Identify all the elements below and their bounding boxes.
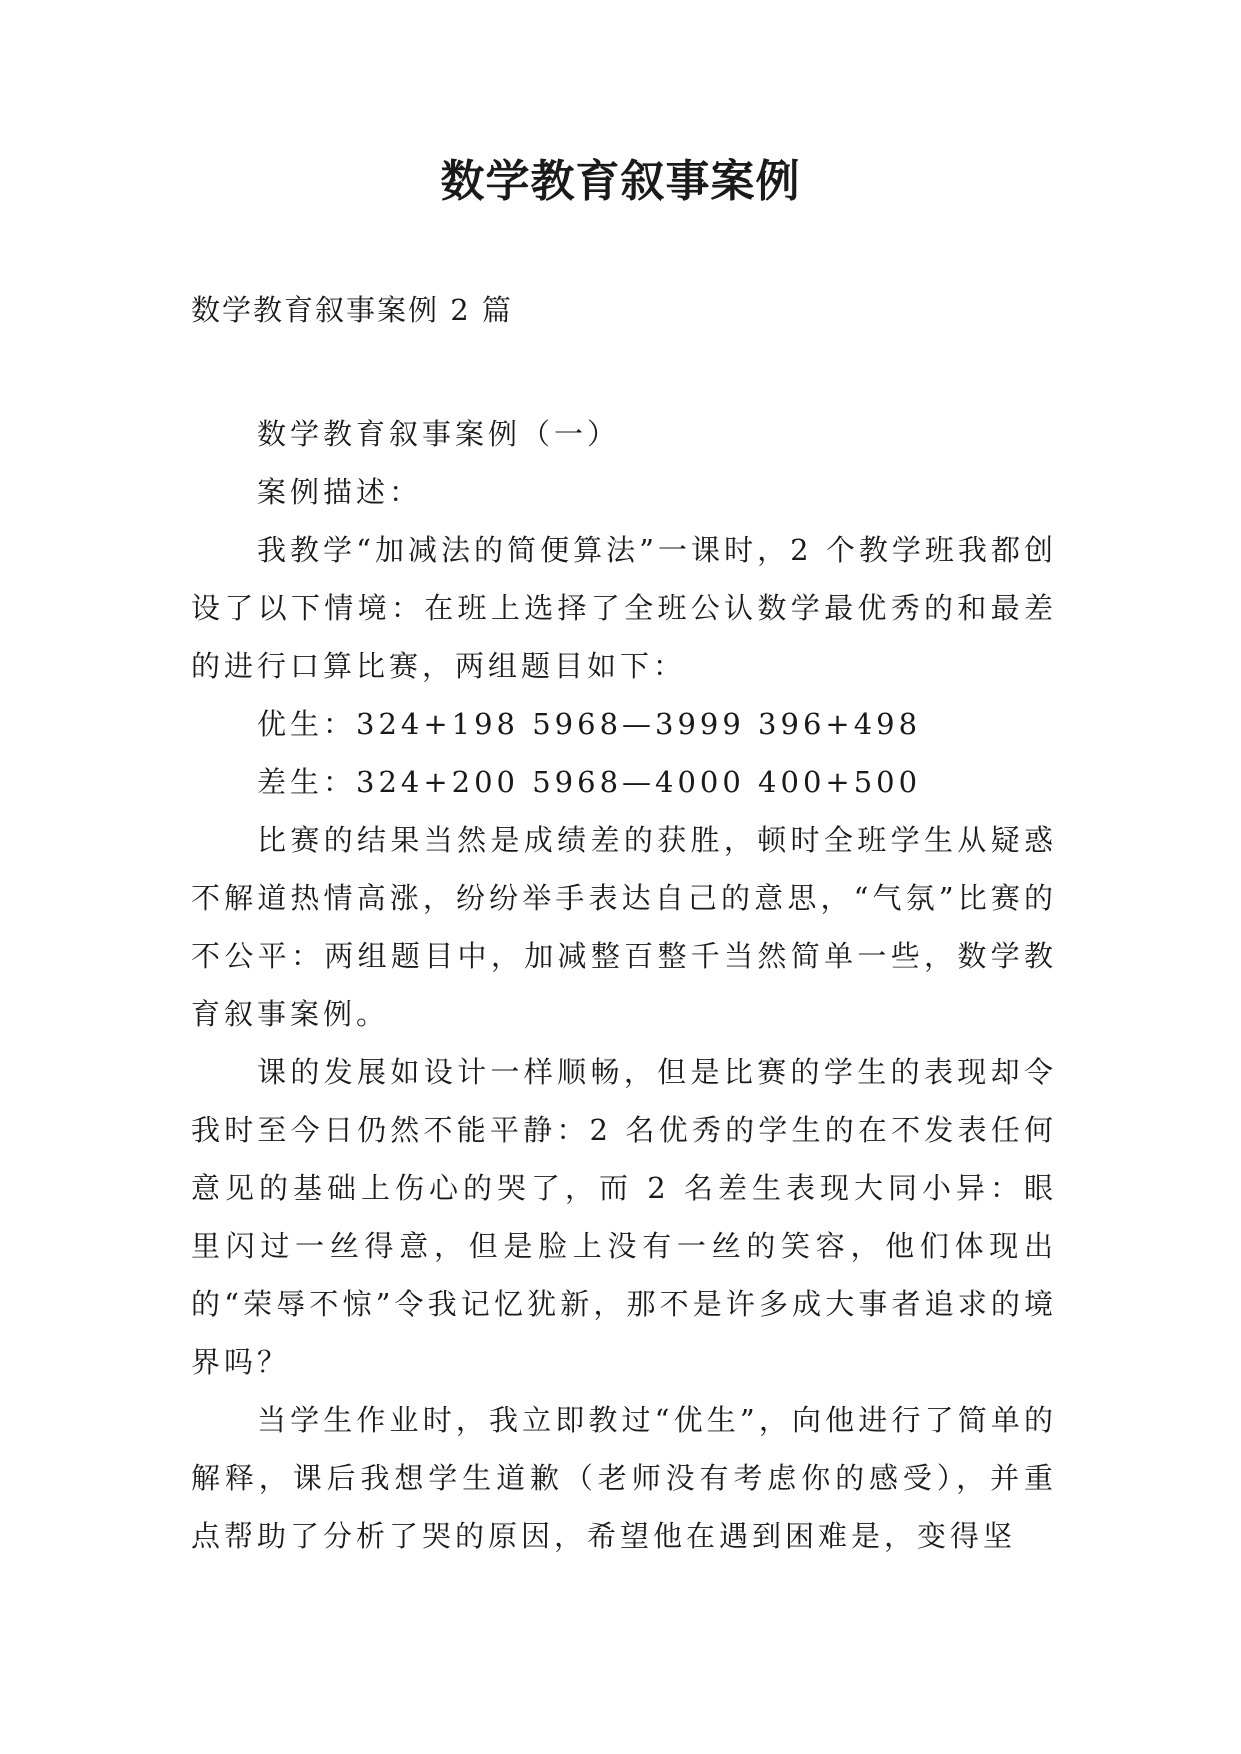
weak-students-problems: 差生：324+200 5968—4000 400+500 xyxy=(257,765,922,799)
body-paragraph: 比赛的结果当然是成绩差的获胜，顿时全班学生从疑惑不解道热情高涨，纷纷举手表达自己的意思，“气氛”比赛的不公平：两组题目中，加减整百整千当然简单一些，数学教育叙事案例。 xyxy=(191,823,1057,1031)
body-paragraph: 我教学“加减法的简便算法”一课时，2 个教学班我都创设了以下情境：在班上选择了全班公认数学最优秀的和最差的进行口算比赛，两组题目如下： xyxy=(191,533,1057,683)
document-body xyxy=(191,405,1057,1565)
page-title: 数学教育叙事案例 xyxy=(440,156,801,207)
top-students-problems: 优生：324+198 5968—3999 396+498 xyxy=(257,707,922,741)
body-paragraph: 课的发展如设计一样顺畅，但是比赛的学生的表现却令我时至今日仍然不能平静：2 名优秀的学生的在不发表任何意见的基础上伤心的哭了，而 2 名差生表现大同小异：眼里闪过一丝得意，但是脸上没有一丝的笑容，他们体现出的“荣辱不惊”令我记忆犹新，那不是许多成大事者追求的境界吗？ xyxy=(191,1055,1057,1379)
body-paragraph: 当学生作业时，我立即教过“优生”，向他进行了简单的解释，课后我想学生道歉（老师没有考虑你的感受），并重点帮助了分析了哭的原因，希望他在遇到困难是，变得坚 xyxy=(191,1403,1057,1553)
section-heading: 数学教育叙事案例（一） xyxy=(257,417,621,451)
case-description-label: 案例描述： xyxy=(257,475,423,509)
document-subtitle: 数学教育叙事案例 2 篇 xyxy=(191,293,513,327)
